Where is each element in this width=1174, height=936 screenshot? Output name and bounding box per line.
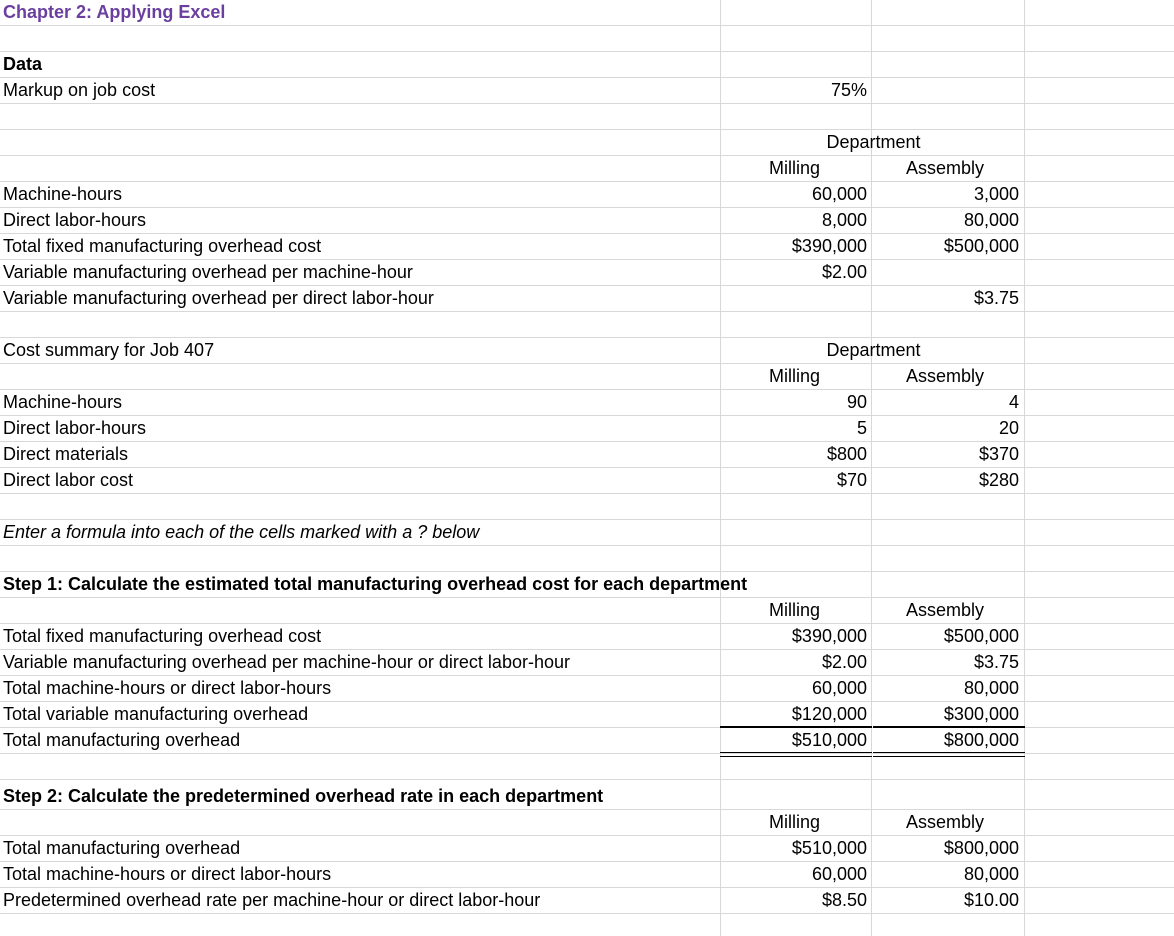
- assembly-value-cell[interactable]: [873, 260, 1019, 285]
- milling-value-cell[interactable]: $8.50: [821, 890, 867, 910]
- row-label[interactable]: Total manufacturing overhead: [3, 730, 241, 750]
- row-label[interactable]: Total machine-hours or direct labor-hours: [3, 864, 332, 884]
- sheet-row: [0, 572, 1174, 598]
- assembly-value-cell[interactable]: $500,000: [943, 236, 1019, 256]
- milling-value-cell[interactable]: $70: [836, 470, 867, 490]
- milling-header[interactable]: Milling: [769, 366, 821, 386]
- row-label[interactable]: Variable manufacturing overhead per direct labor-hour: [3, 288, 434, 308]
- sheet-row: [0, 156, 1174, 182]
- milling-total-cell[interactable]: $510,000: [791, 730, 867, 750]
- milling-value-cell[interactable]: 60,000: [811, 678, 867, 698]
- sheet-row: [0, 312, 1174, 338]
- assembly-value-cell[interactable]: 80,000: [963, 864, 1019, 884]
- row-label[interactable]: Machine-hours: [3, 184, 123, 204]
- job-summary-label[interactable]: Cost summary for Job 407: [3, 340, 215, 360]
- row-label[interactable]: Direct materials: [3, 444, 129, 464]
- milling-value-cell[interactable]: $390,000: [791, 626, 867, 646]
- assembly-total-cell[interactable]: $800,000: [943, 730, 1019, 750]
- milling-value-cell[interactable]: 60,000: [811, 864, 867, 884]
- sheet-row: [0, 338, 1174, 364]
- sheet-row: [0, 78, 1174, 104]
- data-row: [0, 208, 1174, 234]
- assembly-header[interactable]: Assembly: [906, 812, 985, 832]
- row-label[interactable]: Predetermined overhead rate per machine-hour or direct labor-hour: [3, 890, 541, 910]
- sheet-row: [0, 546, 1174, 572]
- step2-heading[interactable]: Step 2: Calculate the predetermined overhead rate in each department: [3, 786, 604, 806]
- assembly-header[interactable]: Assembly: [906, 600, 985, 620]
- sum-underline: [720, 726, 872, 728]
- assembly-value-cell[interactable]: $10.00: [963, 890, 1019, 910]
- step1-total-row: [0, 728, 1174, 754]
- assembly-value-cell[interactable]: 80,000: [963, 210, 1019, 230]
- step1-row: [0, 676, 1174, 702]
- data-row: [0, 182, 1174, 208]
- sheet-title[interactable]: Chapter 2: Applying Excel: [3, 2, 226, 22]
- sheet-row: [0, 0, 1174, 26]
- milling-value-cell[interactable]: 60,000: [811, 184, 867, 204]
- assembly-value-cell[interactable]: 80,000: [963, 678, 1019, 698]
- job-row: [0, 442, 1174, 468]
- row-label[interactable]: Machine-hours: [3, 392, 123, 412]
- assembly-header[interactable]: Assembly: [906, 158, 985, 178]
- sum-underline: [873, 726, 1025, 728]
- step2-row: [0, 888, 1174, 914]
- step1-row: [0, 624, 1174, 650]
- step2-row: [0, 836, 1174, 862]
- sheet-row: [0, 494, 1174, 520]
- step2-row: [0, 862, 1174, 888]
- job-row: [0, 468, 1174, 494]
- milling-value-cell[interactable]: $120,000: [791, 704, 867, 724]
- markup-label[interactable]: Markup on job cost: [3, 80, 156, 100]
- milling-value-cell[interactable]: 90: [846, 392, 867, 412]
- milling-value-cell[interactable]: $2.00: [821, 262, 867, 282]
- row-label[interactable]: Direct labor-hours: [3, 418, 147, 438]
- assembly-value-cell[interactable]: $300,000: [943, 704, 1019, 724]
- milling-value-cell[interactable]: [722, 286, 867, 311]
- row-label[interactable]: Direct labor-hours: [3, 210, 147, 230]
- step1-heading[interactable]: Step 1: Calculate the estimated total manufacturing overhead cost for each department: [3, 574, 748, 594]
- data-row: [0, 286, 1174, 312]
- job-row: [0, 390, 1174, 416]
- milling-header[interactable]: Milling: [769, 158, 821, 178]
- milling-value-cell[interactable]: $2.00: [821, 652, 867, 672]
- assembly-value-cell[interactable]: 4: [1008, 392, 1019, 412]
- data-heading[interactable]: Data: [3, 54, 43, 74]
- sheet-row: [0, 520, 1174, 546]
- sheet-row: [0, 26, 1174, 52]
- assembly-value-cell[interactable]: 20: [998, 418, 1019, 438]
- department-header[interactable]: Department: [826, 132, 921, 152]
- milling-value-cell[interactable]: 8,000: [821, 210, 867, 230]
- assembly-header[interactable]: Assembly: [906, 366, 985, 386]
- instruction-text[interactable]: Enter a formula into each of the cells marked with a ? below: [3, 522, 480, 542]
- milling-value-cell[interactable]: 5: [856, 418, 867, 438]
- assembly-value-cell[interactable]: $3.75: [973, 652, 1019, 672]
- row-label[interactable]: Total fixed manufacturing overhead cost: [3, 236, 322, 256]
- milling-value-cell[interactable]: $390,000: [791, 236, 867, 256]
- row-label[interactable]: Variable manufacturing overhead per machine-hour: [3, 262, 413, 282]
- sheet-row: [0, 784, 1174, 810]
- department-header[interactable]: Department: [826, 340, 921, 360]
- sheet-row: [0, 598, 1174, 624]
- assembly-value-cell[interactable]: $800,000: [943, 838, 1019, 858]
- row-label[interactable]: Total machine-hours or direct labor-hours: [3, 678, 332, 698]
- row-label[interactable]: Total fixed manufacturing overhead cost: [3, 626, 322, 646]
- data-row: [0, 260, 1174, 286]
- sheet-row: [0, 810, 1174, 836]
- job-row: [0, 416, 1174, 442]
- assembly-value-cell[interactable]: $370: [978, 444, 1019, 464]
- sheet-row: [0, 130, 1174, 156]
- row-label[interactable]: Direct labor cost: [3, 470, 134, 490]
- assembly-value-cell[interactable]: 3,000: [973, 184, 1019, 204]
- row-label[interactable]: Total manufacturing overhead: [3, 838, 241, 858]
- sheet-row: [0, 104, 1174, 130]
- milling-header[interactable]: Milling: [769, 600, 821, 620]
- row-label[interactable]: Total variable manufacturing overhead: [3, 704, 309, 724]
- sheet-row: [0, 754, 1174, 780]
- sheet-row: [0, 364, 1174, 390]
- markup-value-cell[interactable]: 75%: [830, 80, 867, 100]
- assembly-value-cell[interactable]: $500,000: [943, 626, 1019, 646]
- step1-row: [0, 650, 1174, 676]
- assembly-value-cell[interactable]: $3.75: [973, 288, 1019, 308]
- milling-value-cell[interactable]: $800: [826, 444, 867, 464]
- step1-row: [0, 702, 1174, 728]
- sheet-row: [0, 52, 1174, 78]
- data-row: [0, 234, 1174, 260]
- milling-value-cell[interactable]: $510,000: [791, 838, 867, 858]
- row-label[interactable]: Variable manufacturing overhead per machine-hour or direct labor-hour: [3, 652, 570, 672]
- milling-header[interactable]: Milling: [769, 812, 821, 832]
- assembly-value-cell[interactable]: $280: [978, 470, 1019, 490]
